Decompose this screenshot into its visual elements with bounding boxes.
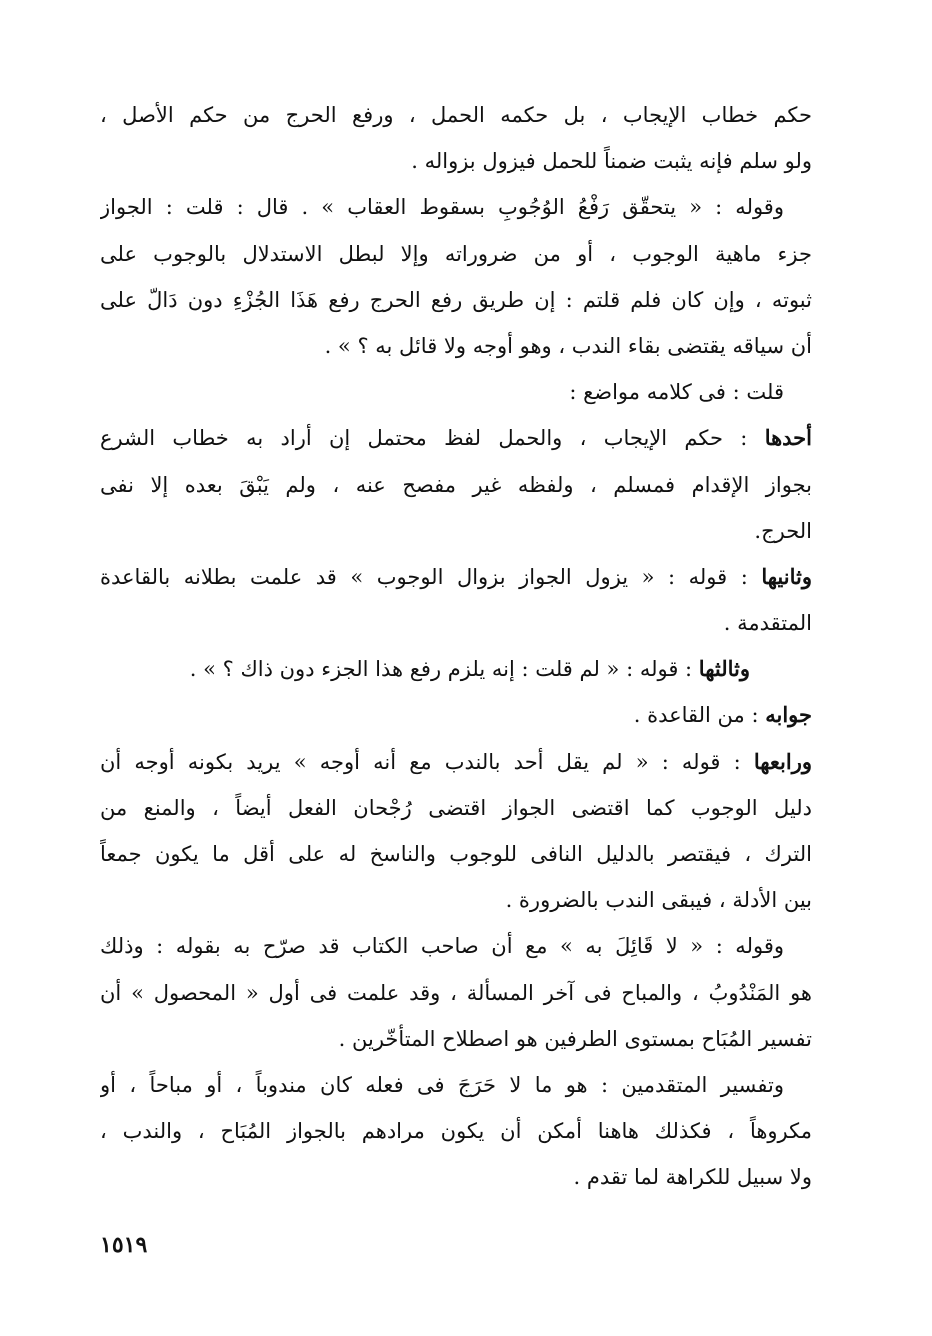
- text-line: قلت : فى كلامه مواضع :: [569, 380, 784, 405]
- text-line: وثالثها : قوله : « لم قلت : إنه يلزم رفع هذا الجزء دون ذاك ؟ » .: [189, 656, 750, 682]
- text-line: ولا سبيل للكراهة لما تقدم .: [573, 1165, 812, 1190]
- text-line: الحرج.: [754, 518, 812, 543]
- text-line: ثبوته ، وإن كان فلم قلتم : إن طريق رفع الحرج رفع هَذَا الجُزْءِ دون دَالّ على: [100, 287, 812, 312]
- text-line: وقوله : « لا قَائِلَ به » مع أن صاحب الكتاب قد صرّح به بقوله : وذلك: [100, 934, 784, 959]
- text-line: مكروهاً ، فكذلك هاهنا أمكن أن يكون مرادهم بالجواز المُبَاح ، والندب ،: [100, 1119, 812, 1144]
- text-line: الترك ، فيقتصر بالدليل النافى للوجوب والناسخ له على أقل ما يكون جمعاً: [100, 842, 812, 866]
- text-line: أن سياقه يقتضى بقاء الندب ، وهو أوجه ولا قائل به ؟ » .: [324, 333, 812, 358]
- body-text: [100, 92, 812, 1201]
- text-line: المتقدمة .: [723, 611, 812, 636]
- text-line: أحدها : حكم الإيجاب ، والحمل لفظ محتمل إن أراد به خطاب الشرع: [100, 425, 812, 451]
- text-line: ورابعها : قوله : « لم يقل أحد بالندب مع أنه أوجه » يريد بكونه أوجه أن: [100, 748, 812, 774]
- text-line: بين الأدلة ، فيبقى الندب بالضرورة .: [505, 888, 812, 913]
- paragraph-lead: جوابه: [765, 702, 812, 728]
- text-line: دليل الوجوب كما اقتضى الجواز اقتضى رُجْحان الفعل أيضاً ، والمنع من: [100, 795, 812, 820]
- page-number: ١٥١٩: [100, 1232, 148, 1258]
- text-line: هو المَنْدُوبُ ، والمباح فى آخر المسألة ، وقد علمت فى أول « المحصول » أن: [100, 980, 812, 1005]
- text-line: وتفسير المتقدمين : هو ما لا حَرَجَ فى فعله كان مندوباً ، أو مباحاً ، أو: [100, 1072, 784, 1097]
- text-line: جزء ماهية الوجوب ، أو من ضروراته وإلا لبطل الاستدلال بالوجوب على: [100, 241, 812, 266]
- paragraph-lead: ورابعها: [753, 748, 812, 774]
- text-line: ولو سلم فإنه يثبت ضمناً للحمل فيزول بزواله .: [411, 149, 812, 174]
- paragraph-lead: وثانيها: [761, 563, 812, 589]
- paragraph-lead: وثالثها: [698, 656, 750, 682]
- text-line: حكم خطاب الإيجاب ، بل حكمه الحمل ، ورفع الحرج من حكم الأصل ،: [100, 103, 812, 127]
- paragraph-lead: أحدها: [764, 425, 812, 451]
- text-line: جوابه : من القاعدة .: [633, 702, 812, 728]
- text-line: وثانيها : قوله : « يزول الجواز بزوال الوجوب » قد علمت بطلانه بالقاعدة: [100, 563, 812, 589]
- text-line: بجواز الإقدام فمسلم ، ولفظه غير مفصح عنه ، ولم يَبْقَ بعده إلا نفى: [100, 472, 812, 497]
- text-line: وقوله : « يتحقّق رَفْعُ الوُجُوبِ بسقوط العقاب » . قال : قلت : الجواز: [100, 195, 784, 220]
- text-line: تفسير المُبَاح بمستوى الطرفين هو اصطلاح المتأخّرين .: [338, 1026, 812, 1051]
